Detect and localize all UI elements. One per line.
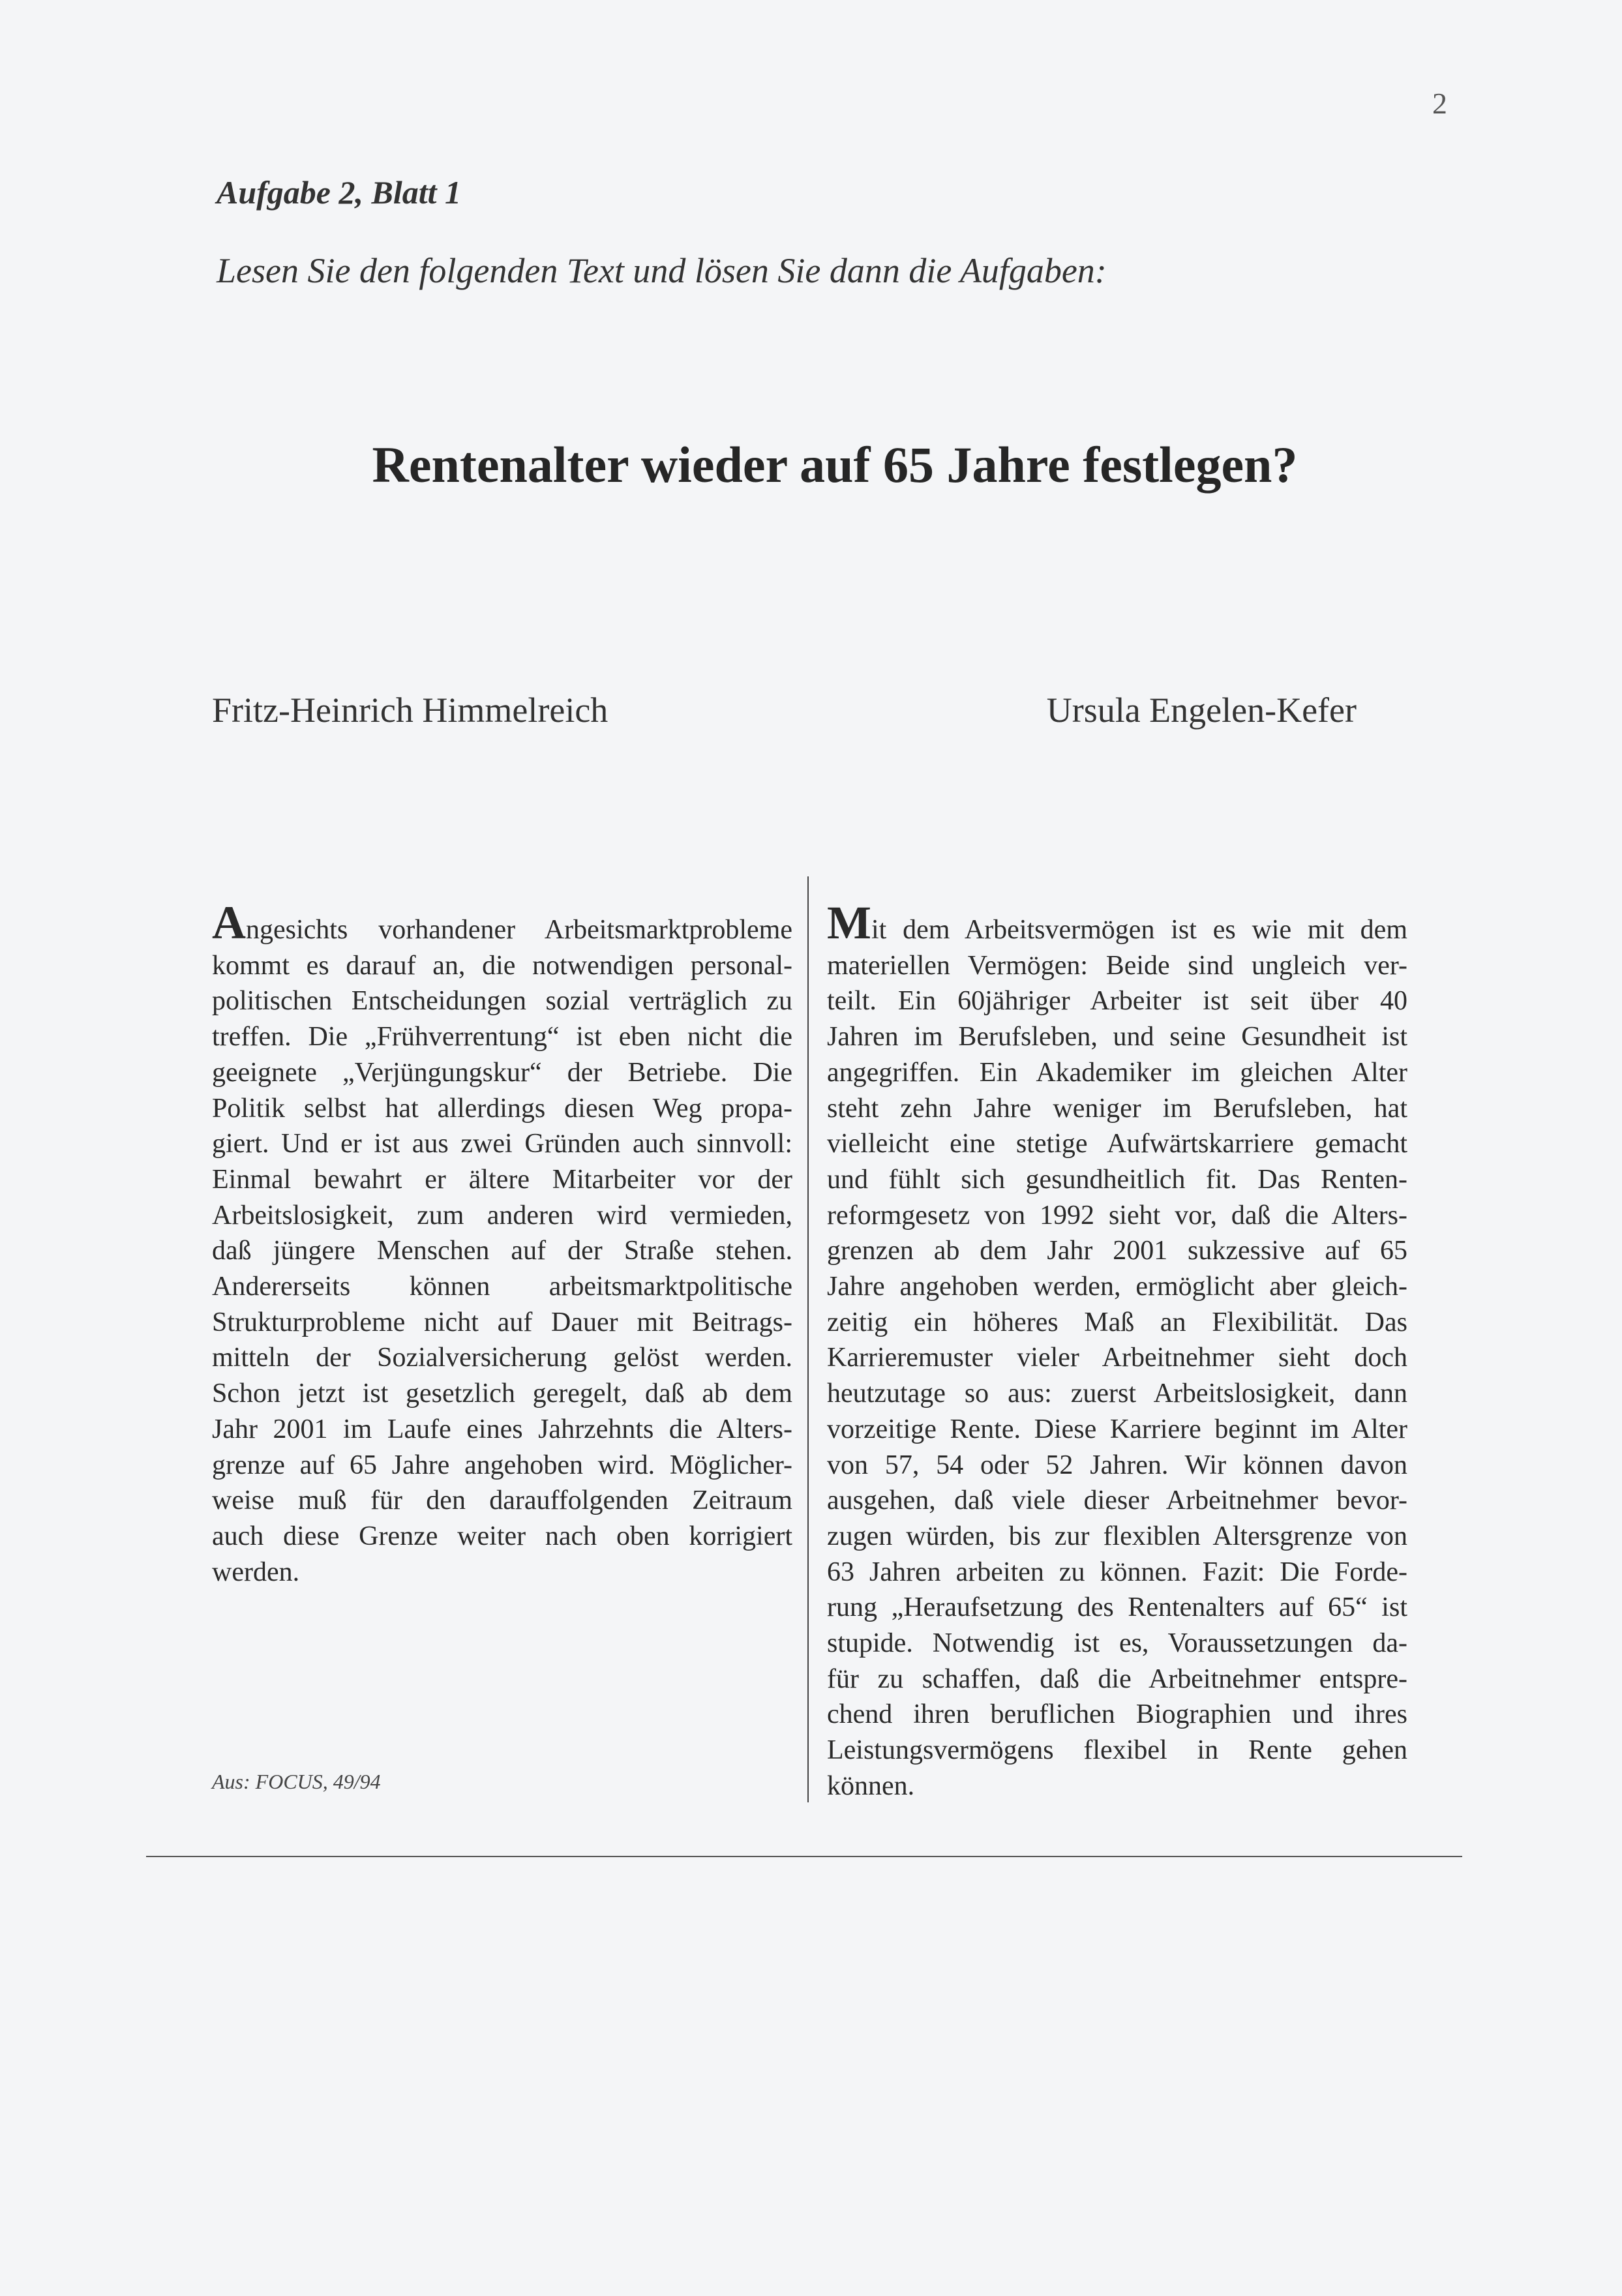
line-text: von 57, 54 oder 52 Jahren. Wir können davon xyxy=(827,1450,1407,1480)
author-left: Fritz-Heinrich Himmelreich xyxy=(212,691,608,730)
text-line xyxy=(212,1233,792,1269)
text-line xyxy=(827,1483,1407,1519)
text-line xyxy=(827,1305,1407,1341)
article-title: Rentenalter wieder auf 65 Jahre festlegen? xyxy=(372,436,1298,493)
line-text: zugen würden, bis zur flexiblen Altersgrenze von xyxy=(827,1521,1407,1551)
line-text: Schon jetzt ist gesetzlich geregelt, daß ab dem xyxy=(212,1379,792,1409)
bottom-rule xyxy=(146,1856,1462,1857)
column-divider xyxy=(807,876,809,1802)
text-line xyxy=(827,1376,1407,1412)
text-line xyxy=(827,897,1407,949)
text-line xyxy=(827,1555,1407,1590)
text-line xyxy=(212,1340,792,1376)
line-text: werden. xyxy=(212,1557,300,1587)
text-line xyxy=(212,1555,792,1590)
instruction-text: Lesen Sie den folgenden Text und lösen Sie dann die Aufgaben: xyxy=(217,251,1107,290)
text-line xyxy=(827,1768,1407,1804)
line-text: vorzeitige Rente. Diese Karriere beginnt im Alter xyxy=(827,1414,1407,1444)
line-text: teilt. Ein 60jähriger Arbeiter ist seit über 40 xyxy=(827,986,1407,1017)
text-line xyxy=(827,948,1407,984)
text-line xyxy=(827,1126,1407,1162)
text-line xyxy=(827,1626,1407,1662)
text-line xyxy=(212,1162,792,1198)
line-text: Strukturprobleme nicht auf Dauer mit Beitrags- xyxy=(212,1307,792,1337)
line-text: können. xyxy=(827,1770,915,1801)
line-text: und fühlt sich gesundheitlich fit. Das Renten- xyxy=(827,1164,1407,1195)
line-text: materiellen Vermögen: Beide sind ungleich ver- xyxy=(827,950,1407,981)
source-citation: Aus: FOCUS, 49/94 xyxy=(212,1770,381,1793)
author-right: Ursula Engelen-Kefer xyxy=(1046,691,1357,730)
line-text: it dem Arbeitsvermögen ist es wie mit dem xyxy=(871,915,1407,945)
text-line xyxy=(827,1519,1407,1555)
line-text: stupide. Notwendig ist es, Voraussetzungen da- xyxy=(827,1628,1407,1659)
text-line xyxy=(827,1269,1407,1305)
line-text: Jahre angehoben werden, ermöglicht aber gleich- xyxy=(827,1272,1407,1302)
line-text: rung „Heraufsetzung des Rentenalters auf 65“ ist xyxy=(827,1592,1407,1623)
text-line xyxy=(212,897,792,949)
line-text: Leistungsvermögens flexibel in Rente gehen xyxy=(827,1735,1407,1766)
text-line xyxy=(827,1233,1407,1269)
text-line xyxy=(827,1019,1407,1055)
line-text: geeignete „Verjüngungskur“ der Betriebe. Die xyxy=(212,1057,792,1088)
line-text: Andererseits können arbeitsmarktpolitische xyxy=(212,1272,792,1302)
text-line xyxy=(827,983,1407,1019)
text-line xyxy=(212,1126,792,1162)
text-line xyxy=(827,1662,1407,1697)
left-column-text xyxy=(212,897,792,1590)
line-text: Jahren im Berufsleben, und seine Gesundheit ist xyxy=(827,1022,1407,1052)
text-line xyxy=(827,1055,1407,1091)
drop-cap: A xyxy=(212,897,246,949)
task-heading: Aufgabe 2, Blatt 1 xyxy=(217,174,462,211)
text-line xyxy=(212,1091,792,1127)
page-number: 2 xyxy=(1432,87,1447,120)
text-line xyxy=(212,1448,792,1483)
text-line xyxy=(212,1305,792,1341)
text-line xyxy=(212,1376,792,1412)
line-text: kommt es darauf an, die notwendigen personal- xyxy=(212,950,792,981)
line-text: ngesichts vorhandener Arbeitsmarktprobleme xyxy=(246,915,792,945)
line-text: heutzutage so aus: zuerst Arbeitslosigkeit, dann xyxy=(827,1379,1407,1409)
text-line xyxy=(827,1733,1407,1768)
line-text: treffen. Die „Frühverrentung“ ist eben nicht die xyxy=(212,1022,792,1052)
line-text: politischen Entscheidungen sozial verträglich zu xyxy=(212,986,792,1017)
line-text: Arbeitslosigkeit, zum anderen wird vermieden, xyxy=(212,1200,792,1230)
text-line xyxy=(212,1269,792,1305)
line-text: steht zehn Jahre weniger im Berufsleben, hat xyxy=(827,1093,1407,1124)
line-text: zeitig ein höheres Maß an Flexibilität. Das xyxy=(827,1307,1407,1337)
line-text: chend ihren beruflichen Biographien und ihres xyxy=(827,1699,1407,1730)
line-text: angegriffen. Ein Akademiker im gleichen Alter xyxy=(827,1057,1407,1088)
text-line xyxy=(827,1091,1407,1127)
text-line xyxy=(827,1697,1407,1733)
text-line xyxy=(212,1055,792,1091)
line-text: weise muß für den darauffolgenden Zeitraum xyxy=(212,1485,792,1516)
text-line xyxy=(827,1448,1407,1483)
line-text: für zu schaffen, daß die Arbeitnehmer entspre- xyxy=(827,1663,1407,1694)
text-line xyxy=(212,983,792,1019)
text-line xyxy=(212,1483,792,1519)
right-column-text xyxy=(827,897,1407,1804)
line-text: mitteln der Sozialversicherung gelöst werden. xyxy=(212,1343,792,1373)
line-text: Jahr 2001 im Laufe eines Jahrzehnts die Alters- xyxy=(212,1414,792,1444)
line-text: auch diese Grenze weiter nach oben korrigiert xyxy=(212,1521,792,1551)
text-line xyxy=(827,1162,1407,1198)
text-line xyxy=(827,1590,1407,1626)
text-line xyxy=(827,1412,1407,1448)
drop-cap: M xyxy=(827,897,871,949)
text-line xyxy=(827,1340,1407,1376)
text-line xyxy=(827,1198,1407,1234)
line-text: daß jüngere Menschen auf der Straße stehen. xyxy=(212,1236,792,1266)
line-text: grenzen ab dem Jahr 2001 sukzessive auf 65 xyxy=(827,1236,1407,1266)
line-text: ausgehen, daß viele dieser Arbeitnehmer bevor- xyxy=(827,1485,1407,1516)
text-line xyxy=(212,1519,792,1555)
text-line xyxy=(212,1019,792,1055)
line-text: Karrieremuster vieler Arbeitnehmer sieht doch xyxy=(827,1343,1407,1373)
line-text: reformgesetz von 1992 sieht vor, daß die Alters- xyxy=(827,1200,1407,1230)
text-line xyxy=(212,1412,792,1448)
line-text: vielleicht eine stetige Aufwärtskarriere gemacht xyxy=(827,1129,1407,1159)
line-text: Einmal bewahrt er ältere Mitarbeiter vor der xyxy=(212,1164,792,1195)
text-line xyxy=(212,1198,792,1234)
line-text: grenze auf 65 Jahre angehoben wird. Möglicher- xyxy=(212,1450,792,1480)
line-text: giert. Und er ist aus zwei Gründen auch sinnvoll: xyxy=(212,1129,792,1159)
text-line xyxy=(212,948,792,984)
line-text: Politik selbst hat allerdings diesen Weg propa- xyxy=(212,1093,792,1124)
line-text: 63 Jahren arbeiten zu können. Fazit: Die Forde- xyxy=(827,1557,1407,1587)
